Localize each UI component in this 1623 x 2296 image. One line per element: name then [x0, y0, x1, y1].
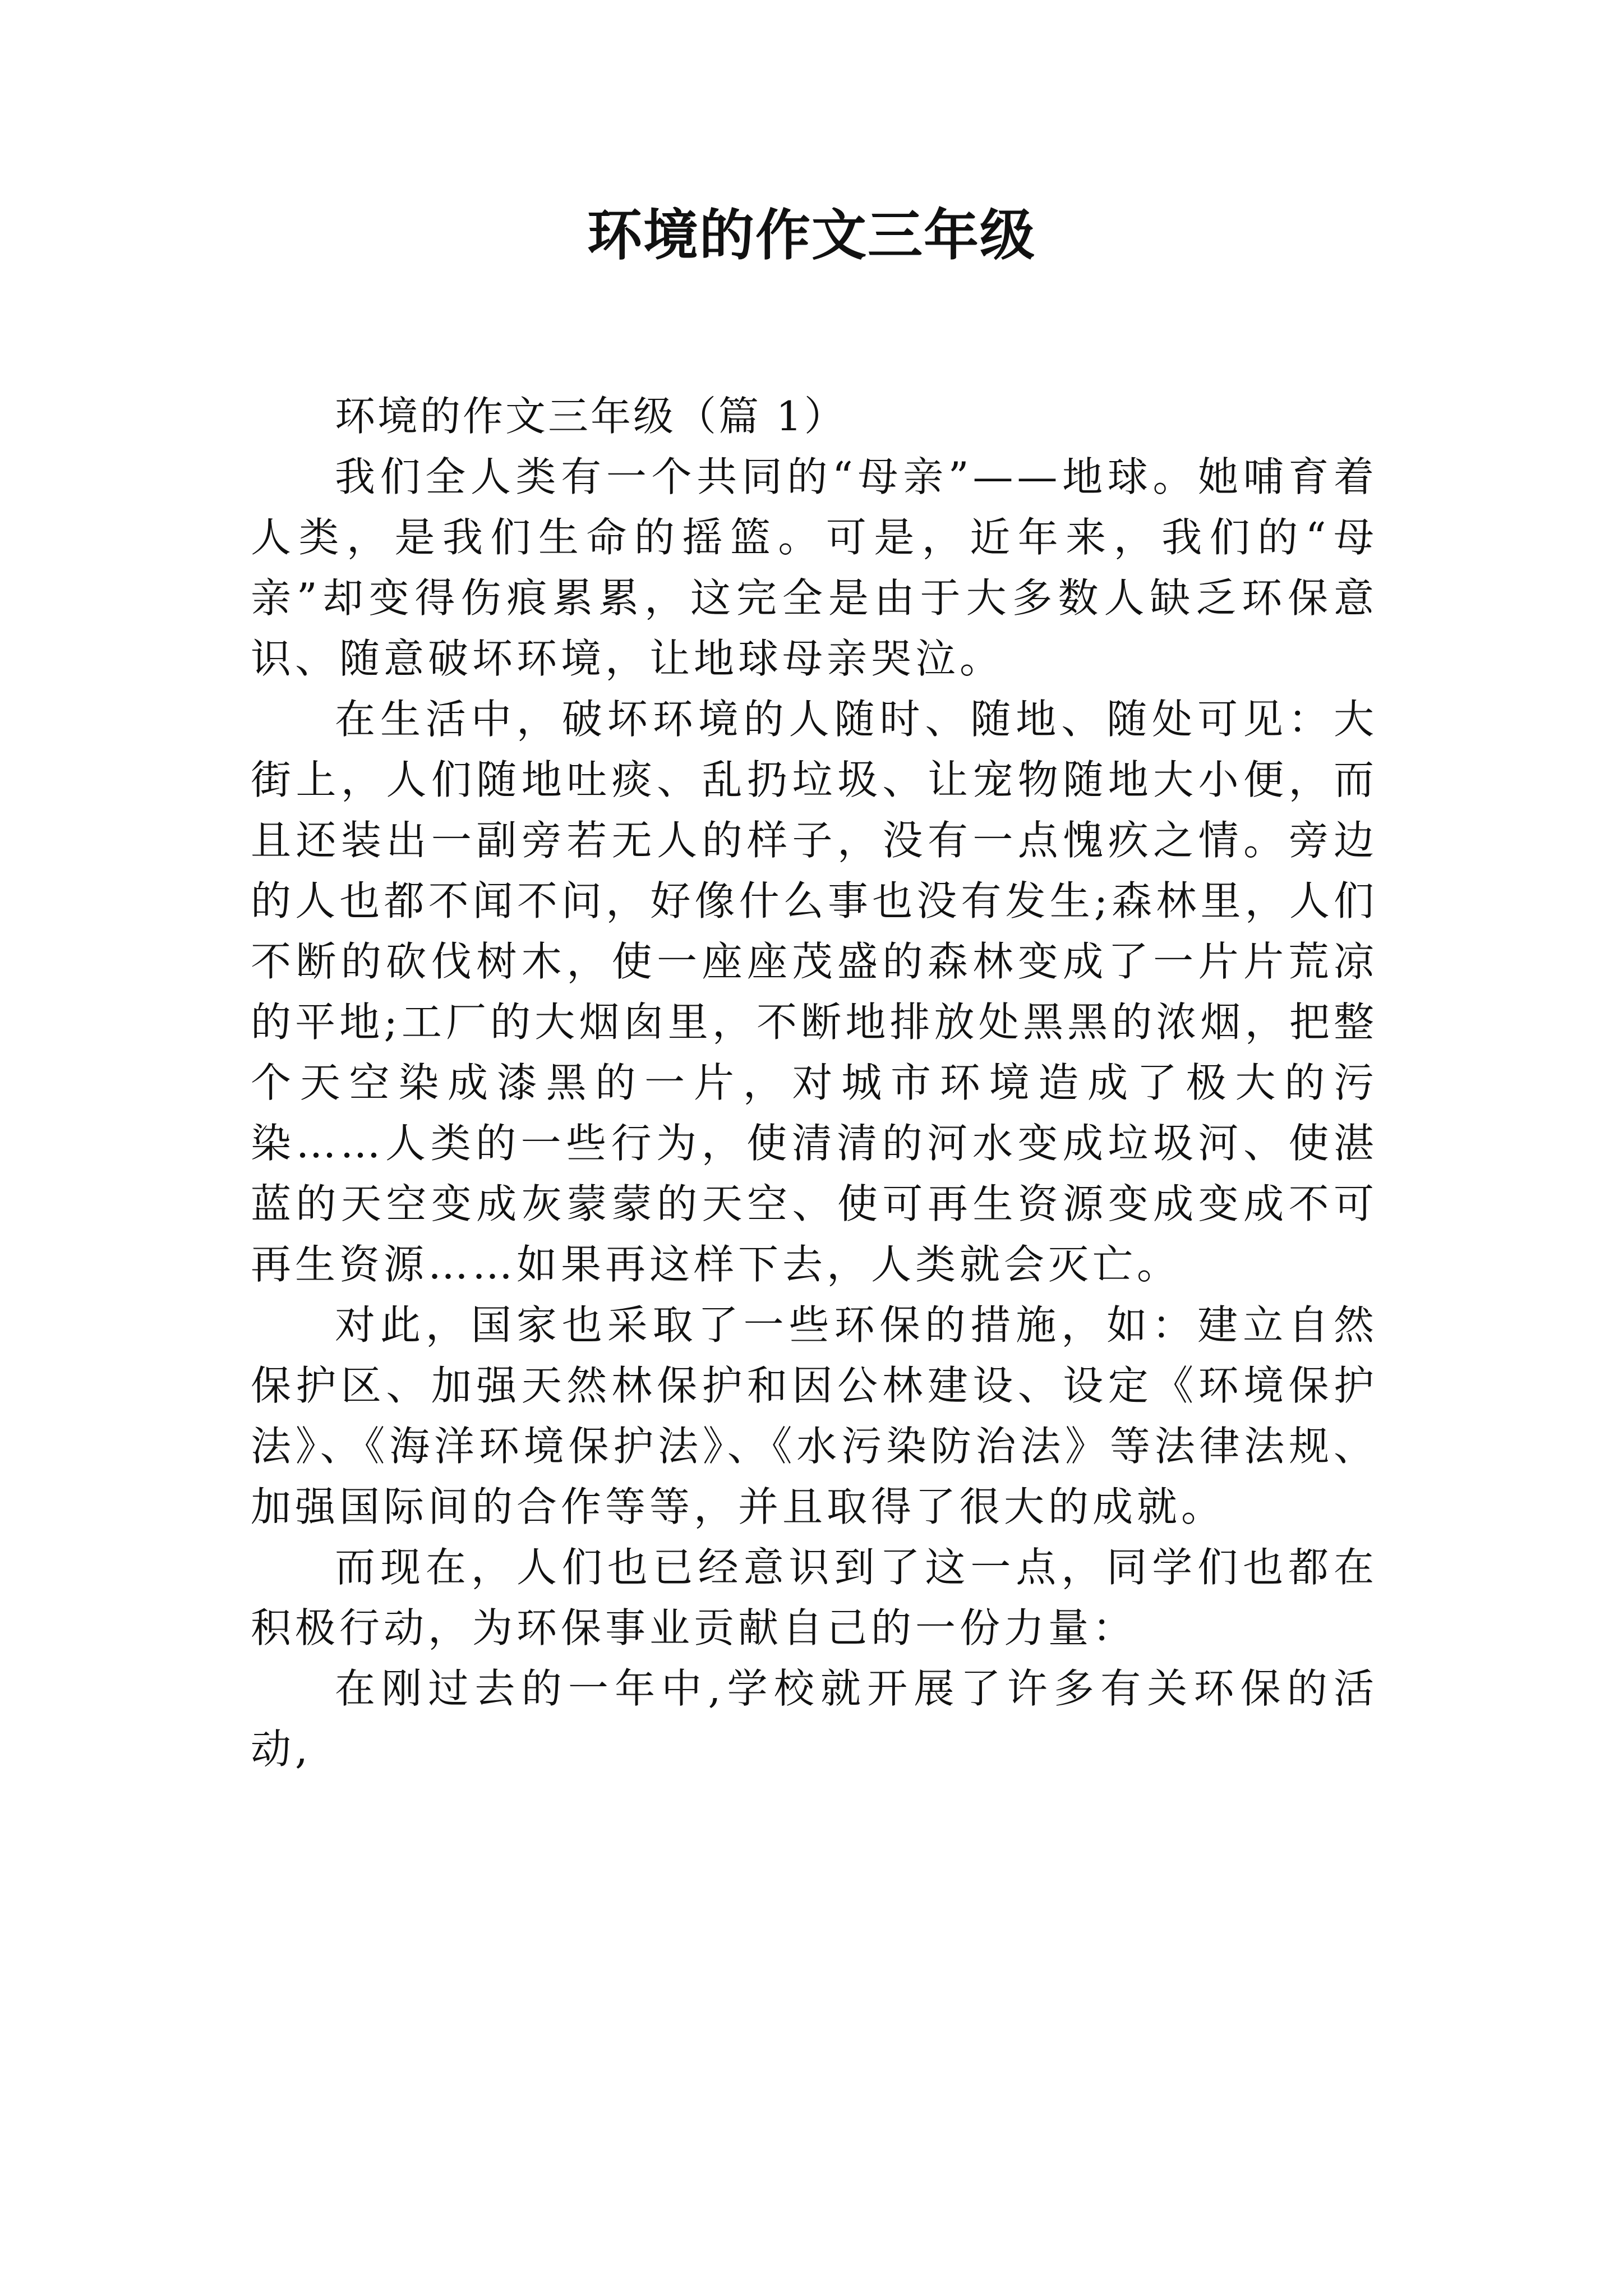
paragraph-2: 在生活中，破坏环境的人随时、随地、随处可见：大街上，人们随地吐痰、乱扔垃圾、让宠物随地大小便，而且还装出一副旁若无人的样子，没有一点愧疚之情。旁边的人也都不闻不问，好像什么事也没有发生;森林里，人们不断的砍伐树木，使一座座茂盛的森林变成了一片片荒凉的平地;工厂的大烟囱里，不断地排放处黑黑的浓烟，把整个天空染成漆黑的一片，对城市环境造成了极大的污染……人类的一些行为，使清清的河水变成垃圾河、使湛蓝的天空变成灰蒙蒙的天空、使可再生资源变成变成不可再生资源……如果再这样下去，人类就会灭亡。	[251, 696, 1378, 1288]
section-heading: 环境的作文三年级（篇 1）	[335, 393, 847, 440]
paragraph-3: 对此，国家也采取了一些环保的措施，如：建立自然保护区、加强天然林保护和因公林建设、设定《环境保护法》、《海洋环境保护法》、《水污染防治法》等法律法规、加强国际间的合作等等，并且取得了很大的成就。	[251, 1301, 1378, 1530]
document-body	[251, 386, 1378, 1779]
document-title: 环境的作文三年级	[587, 204, 1036, 268]
paragraph-4: 而现在，人们也已经意识到了这一点，同学们也都在积极行动，为环保事业贡献自己的一份力量：	[251, 1544, 1378, 1651]
paragraph-1: 我们全人类有一个共同的“母亲”——地球。她哺育着人类，是我们生命的摇篮。可是，近年来，我们的“母亲”却变得伤痕累累，这完全是由于大多数人缺乏环保意识、随意破坏环境，让地球母亲哭泣。	[251, 453, 1378, 682]
paragraph-5: 在刚过去的一年中,学校就开展了许多有关环保的活动,	[251, 1665, 1378, 1773]
